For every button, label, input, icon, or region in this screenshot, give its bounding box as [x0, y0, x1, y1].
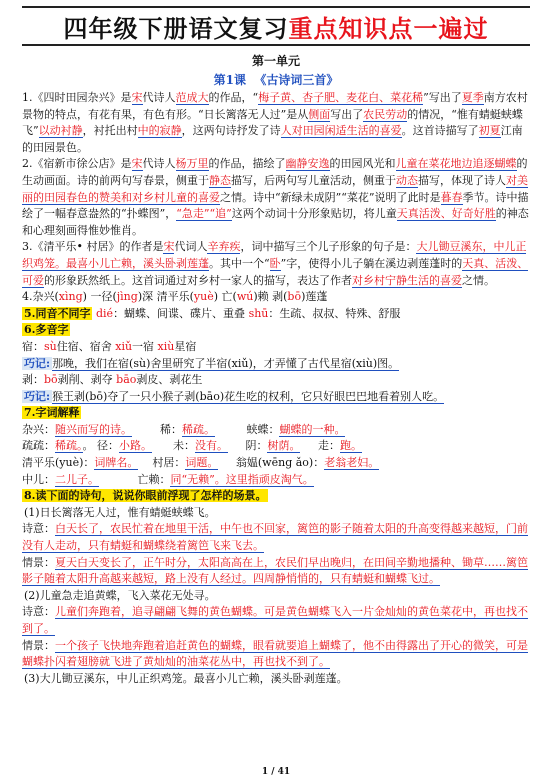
text: )莲蓬 — [301, 290, 328, 304]
text: ，词中描写三个儿子形象的句子是： — [240, 240, 417, 254]
section-7-heading — [22, 405, 530, 422]
answer: 宋 — [131, 157, 143, 171]
label: 情景： — [22, 555, 55, 569]
label: 诗意： — [22, 605, 55, 619]
pinyin: dié — [95, 306, 114, 320]
question-3: (3)大儿锄豆溪东，中儿正织鸡笼。最喜小儿亡赖，溪头卧剥莲蓬。 — [24, 671, 348, 685]
definition: 蝴蝶的一种。 — [279, 422, 346, 436]
q2-meaning — [22, 604, 530, 637]
answer: 农民劳动 — [363, 107, 408, 121]
text: ：生疏、叔叔、特殊、舒服 — [268, 306, 401, 320]
page-number: 1 / 41 — [261, 767, 291, 777]
text: 描写，后两句写儿童活动，侧重于 — [231, 173, 396, 187]
definition: 跑。 — [339, 439, 362, 453]
term: 亡赖： — [137, 472, 171, 486]
text: 一宿 — [132, 339, 158, 353]
text: 的生动画面。诗的前两句写春景，侧重于 — [22, 157, 528, 187]
definition: 稀疏。 — [55, 439, 83, 453]
definition: 老翁老妇。 — [324, 456, 380, 470]
text: 的神态和心理刻画得惟妙惟肖。 — [22, 207, 529, 237]
text: 描写，体现了诗人 — [418, 173, 506, 187]
title-highlight: 重点知识点一遍过 — [288, 13, 489, 43]
tip-label: 巧记: — [24, 356, 51, 370]
lesson-name: 《古诗词三首》 — [254, 73, 339, 87]
definition: 二儿子。 — [55, 472, 99, 486]
text: 写出了 — [330, 107, 364, 121]
text: 3.《清平乐• 村居》的作者是 — [22, 240, 164, 254]
pinyin: bō — [287, 290, 302, 304]
answer: 辛弃疾 — [207, 240, 241, 254]
answer: 人对田园闲适生活的喜爱 — [280, 124, 402, 138]
definition: 同“无赖”。这里指顽皮淘气。 — [170, 472, 314, 486]
answer: 动态 — [396, 173, 418, 187]
pinyin: xiǔ — [115, 339, 133, 353]
answer: 白天长了，农民忙着在地里干活，中午也不回家，篱笆的影子随着太阳的升高变得越来越短，门前没有人走动，只有蜻蜓和蝴蝶绕着篱笆飞来飞去。 — [22, 522, 528, 553]
text: 剥皮、剥花生 — [136, 373, 203, 387]
label: 诗意： — [22, 522, 55, 536]
section-heading: 5.同音不同字 — [24, 306, 91, 320]
term: 走： — [317, 439, 340, 453]
term: 村居： — [152, 456, 186, 470]
text: ：蝴蝶、间谍、碟片、重叠 — [113, 306, 249, 320]
text: ，这两句诗抒发了诗 — [181, 124, 281, 138]
text: 江南的田园景色。 — [22, 124, 523, 154]
lesson-number: 第1课 — [213, 73, 246, 87]
text: ”字，使得小儿子躺在溪边剥莲蓬时的 — [280, 256, 463, 270]
term: 未： — [172, 439, 195, 453]
section-heading: 7.字词解释 — [24, 406, 80, 420]
paragraph-2 — [22, 156, 530, 239]
polyphone-su — [22, 339, 530, 356]
answer: 天真、活泼、可爱 — [22, 256, 529, 287]
label: 情景： — [22, 638, 55, 652]
q2-scene — [22, 638, 530, 671]
text: 南方农村景物的特点，有花有果，有色有形。“日长篱落无人过”是从 — [22, 91, 528, 121]
answer: 夏天白天变长了，正午时分，太阳高高在上，农民们早出晚归，在田间辛勤地播种、锄草……篱笆影子随着太阳升高越来越短，路上没有人经过。四周静悄悄的，只有蜻蜓和蝴蝶飞过。 — [22, 555, 528, 586]
answer: 夏季 — [461, 91, 484, 104]
answer: 范成大 — [175, 91, 209, 104]
pinyin: xiù — [157, 339, 175, 353]
answer: 以动衬静 — [38, 124, 83, 138]
tip-text: 那晚，我们在宿(sù)舍里研究了半宿(xiǔ)，才弄懂了古代星宿(xiù)图。 — [52, 356, 400, 370]
pinyin: xìng — [58, 290, 83, 304]
text: 。这首诗描写了 — [401, 124, 479, 138]
definition: 树荫。 — [267, 439, 301, 453]
unit-heading: 第一单元 — [251, 54, 300, 68]
answer: “急走”“追” — [176, 207, 232, 221]
text: 的作品，“ — [208, 91, 259, 104]
pinyin: bō — [44, 373, 58, 387]
text: )赖 剥( — [253, 290, 288, 304]
answer: 宋 — [163, 240, 175, 254]
paragraph-3 — [22, 239, 530, 289]
polyphone-bo — [22, 372, 530, 389]
text: 代诗人 — [142, 91, 176, 104]
answer: 杨万里 — [175, 157, 209, 171]
term: 稀： — [159, 422, 182, 436]
section-5 — [22, 306, 530, 323]
definition: 词题。 — [185, 456, 219, 470]
pinyin: jìng — [116, 290, 138, 304]
text: 的作品，描绘了 — [208, 157, 286, 171]
text: 之情。诗中“新绿未成阴”“菜花”说明了此时是 — [220, 190, 441, 204]
answer: 天真活泼、好奇好胜 — [396, 207, 496, 221]
answer: 儿童在菜花地边追逐蝴蝶 — [395, 157, 517, 171]
answer: 静态 — [209, 173, 231, 187]
text: 代诗人 — [142, 157, 176, 171]
answer: 梅子黄、杏子肥、麦花白、菜花稀 — [258, 91, 424, 104]
pinyin: sù — [44, 339, 57, 353]
term: 径： — [97, 439, 119, 453]
q1-scene — [22, 555, 530, 588]
definition: 小路。 — [119, 439, 152, 453]
text: 的形象跃然纸上。这首词通过对乡村一家人的描写，表达了作者 — [44, 273, 352, 287]
text: 住宿、宿舍 — [56, 339, 116, 353]
term: 中儿： — [22, 472, 55, 486]
definition: 词牌名。 — [94, 456, 139, 470]
q1-meaning — [22, 521, 530, 554]
tip-text: 猴王剥(bō)夺了一只小猴子剥(bāo)花生吃的权利，它只好眼巴巴地看着别人吃。 — [52, 389, 445, 403]
text: )深 清平乐( — [137, 290, 194, 304]
text: 。其中一个“ — [209, 256, 270, 270]
text: 的田园风光和 — [329, 157, 396, 171]
glossary-row-1 — [22, 422, 530, 439]
section-6-heading — [22, 322, 530, 339]
text: 季节。诗中描绘了一幅春意盎然的“扑蝶图”， — [22, 190, 529, 221]
lesson-heading — [22, 71, 530, 88]
answer: 幽静安逸 — [285, 157, 330, 171]
text: 宿： — [22, 339, 44, 353]
memory-tip-su — [22, 356, 530, 373]
answer: 对乡村宁静生活的喜爱 — [352, 273, 462, 287]
pinyin: wú — [236, 290, 254, 304]
text: 剥： — [22, 373, 44, 387]
question-1: (1)日长篱落无人过，惟有蜻蜓蛱蝶飞。 — [24, 505, 216, 519]
pinyin: shū — [248, 306, 269, 320]
content-body — [22, 90, 530, 687]
text: ) 一径( — [82, 290, 117, 304]
term: 翁媪(wēng ǎo)： — [235, 456, 325, 470]
definition: 稀疏。 — [181, 422, 215, 436]
section-8-heading — [22, 488, 530, 505]
text: ，衬托出村 — [82, 124, 138, 138]
question-2: (2)儿童急走追黄蝶，飞入菜花无处寻。 — [24, 588, 216, 602]
glossary-row-2: 疏疏：稀疏。。 径：小路。 未：没有。 阴：树荫。 走：跑。 — [22, 439, 362, 453]
answer: 卧 — [269, 256, 281, 270]
tip-label: 巧记: — [24, 389, 51, 403]
text: 剥削、剥夺 — [57, 373, 117, 387]
paragraph-1 — [22, 90, 530, 156]
glossary-row-4 — [22, 472, 530, 489]
glossary-row-3 — [22, 455, 530, 472]
answer: 一个孩子飞快地奔跑着追赶黄色的蝴蝶，眼看就要追上蝴蝶了，他不由得露出了开心的微笑，可是蝴蝶扑闪着翅膀就飞进了黄灿灿的油菜花丛中，再也找不到了。 — [22, 638, 528, 669]
term: 蛱蝶： — [246, 422, 280, 436]
term: 疏疏： — [22, 439, 55, 453]
title-main: 四年级下册语文复习 — [63, 13, 289, 43]
term: 阴： — [245, 439, 268, 453]
term: 清平乐(yuè)： — [22, 456, 95, 470]
term: 杂兴： — [22, 422, 55, 436]
text: 4.杂兴( — [22, 290, 59, 304]
page-title — [22, 6, 530, 46]
answer: 侧面 — [308, 107, 331, 121]
answer: 儿童们奔跑着，追寻翩翩飞舞的黄色蝴蝶。可是黄色蝴蝶飞入一片金灿灿的黄色菜花中，再也找不到了。 — [22, 605, 528, 635]
pinyin: yuè — [193, 290, 214, 304]
paragraph-4-pinyin — [22, 289, 530, 306]
text: 代词人 — [174, 240, 208, 254]
answer: 暮春 — [440, 190, 463, 204]
text: ) 亡( — [213, 290, 237, 304]
section-heading: 8.读下面的诗句，说说你眼前浮现了怎样的场景。 — [24, 489, 267, 503]
answer: 对美丽的田园春色的赞美和对乡村儿童的喜爱 — [22, 173, 528, 204]
answer: 初夏 — [478, 124, 501, 138]
text: 1.《四时田园杂兴》是 — [22, 91, 132, 104]
pinyin: bāo — [116, 373, 137, 387]
text: 星宿 — [174, 339, 197, 353]
memory-tip-bo — [22, 389, 530, 406]
definition: 随兴而写的诗。 — [55, 422, 132, 436]
section-heading: 6.多音字 — [24, 323, 69, 337]
answer: 中的寂静 — [137, 124, 182, 138]
text: ”写出了 — [423, 91, 462, 104]
text: 这两个动词十分形象贴切，将儿童 — [231, 207, 397, 221]
text: 之情。 — [462, 273, 495, 287]
text: 的情况，“惟有蜻蜓蛱蝶飞” — [22, 107, 523, 138]
definition: 没有。 — [194, 439, 228, 453]
answer: 宋 — [131, 91, 143, 104]
answer: 大儿锄豆溪东，中儿正织鸡笼。最喜小儿亡赖，溪头卧剥莲蓬 — [22, 240, 527, 270]
text: 2.《宿新市徐公店》是 — [22, 157, 132, 171]
